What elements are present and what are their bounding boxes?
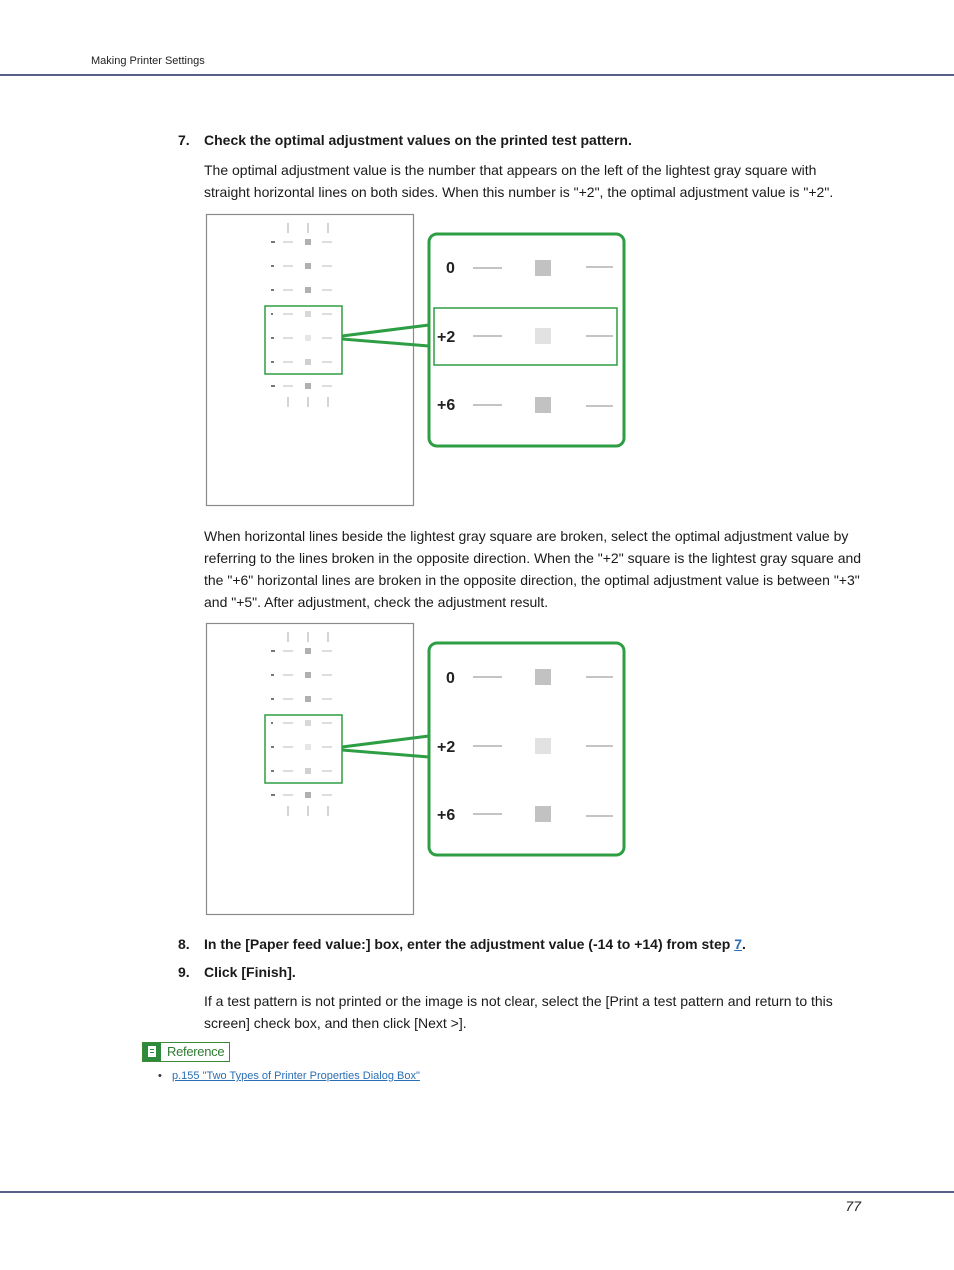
reference-label: Reference: [167, 1044, 225, 1059]
test-pattern-figure-1: [205, 213, 630, 509]
step-9: [0, 964, 954, 984]
figure-1-label-0: 0: [446, 260, 455, 277]
step-8: [0, 936, 954, 956]
step-heading: Click [Finish].: [204, 964, 296, 980]
step-7-paragraph-2: When horizontal lines beside the lightest gray square are broken, select the optimal adjustment value by referring to the lines broken in the opposite direction. When the "+2" square is the lightest gray square and the "+6" horizontal lines are broken in the opposite direction, the optimal adjustment value is between "+3" and "+5". After adjustment, check the adjustment result.: [204, 528, 862, 610]
figure-2-label-0: 0: [446, 670, 455, 687]
step-7: [0, 132, 954, 152]
step-number: 8.: [178, 936, 190, 952]
running-header: Making Printer Settings: [91, 55, 205, 67]
page-number: 77: [845, 1198, 861, 1214]
document-icon: [143, 1043, 161, 1061]
step-7-paragraph-1: The optimal adjustment value is the number that appears on the left of the lightest gray square with straight horizontal lines on both sides. When this number is "+2", the optimal adjustment value is "+2".: [204, 162, 834, 200]
figure-2-label-plus2: +2: [437, 739, 456, 756]
step-8-period: .: [741, 936, 746, 952]
step-heading: [204, 936, 864, 952]
figure-2-label-plus6: +6: [437, 807, 456, 824]
step-7-link[interactable]: 7: [734, 936, 742, 952]
header-rule: [0, 74, 954, 76]
footer-rule: [0, 1191, 954, 1193]
figure-1-label-plus2: +2: [437, 329, 456, 346]
reference-badge: [142, 1042, 230, 1062]
step-8-text: In the [Paper feed value:] box, enter the adjustment value (-14 to +14) from step: [204, 936, 735, 952]
step-heading: Check the optimal adjustment values on the printed test pattern.: [204, 132, 632, 148]
bullet-icon: •: [158, 1070, 162, 1082]
test-pattern-figure-2: [205, 622, 630, 918]
step-number: 9.: [178, 964, 190, 980]
figure-1-label-plus6: +6: [437, 397, 456, 414]
step-9-paragraph: If a test pattern is not printed or the image is not clear, select the [Print a test pattern and return to this screen] check box, and then click [Next >].: [204, 993, 833, 1031]
step-number: 7.: [178, 132, 190, 148]
reference-link[interactable]: p.155 "Two Types of Printer Properties Dialog Box": [172, 1070, 420, 1082]
